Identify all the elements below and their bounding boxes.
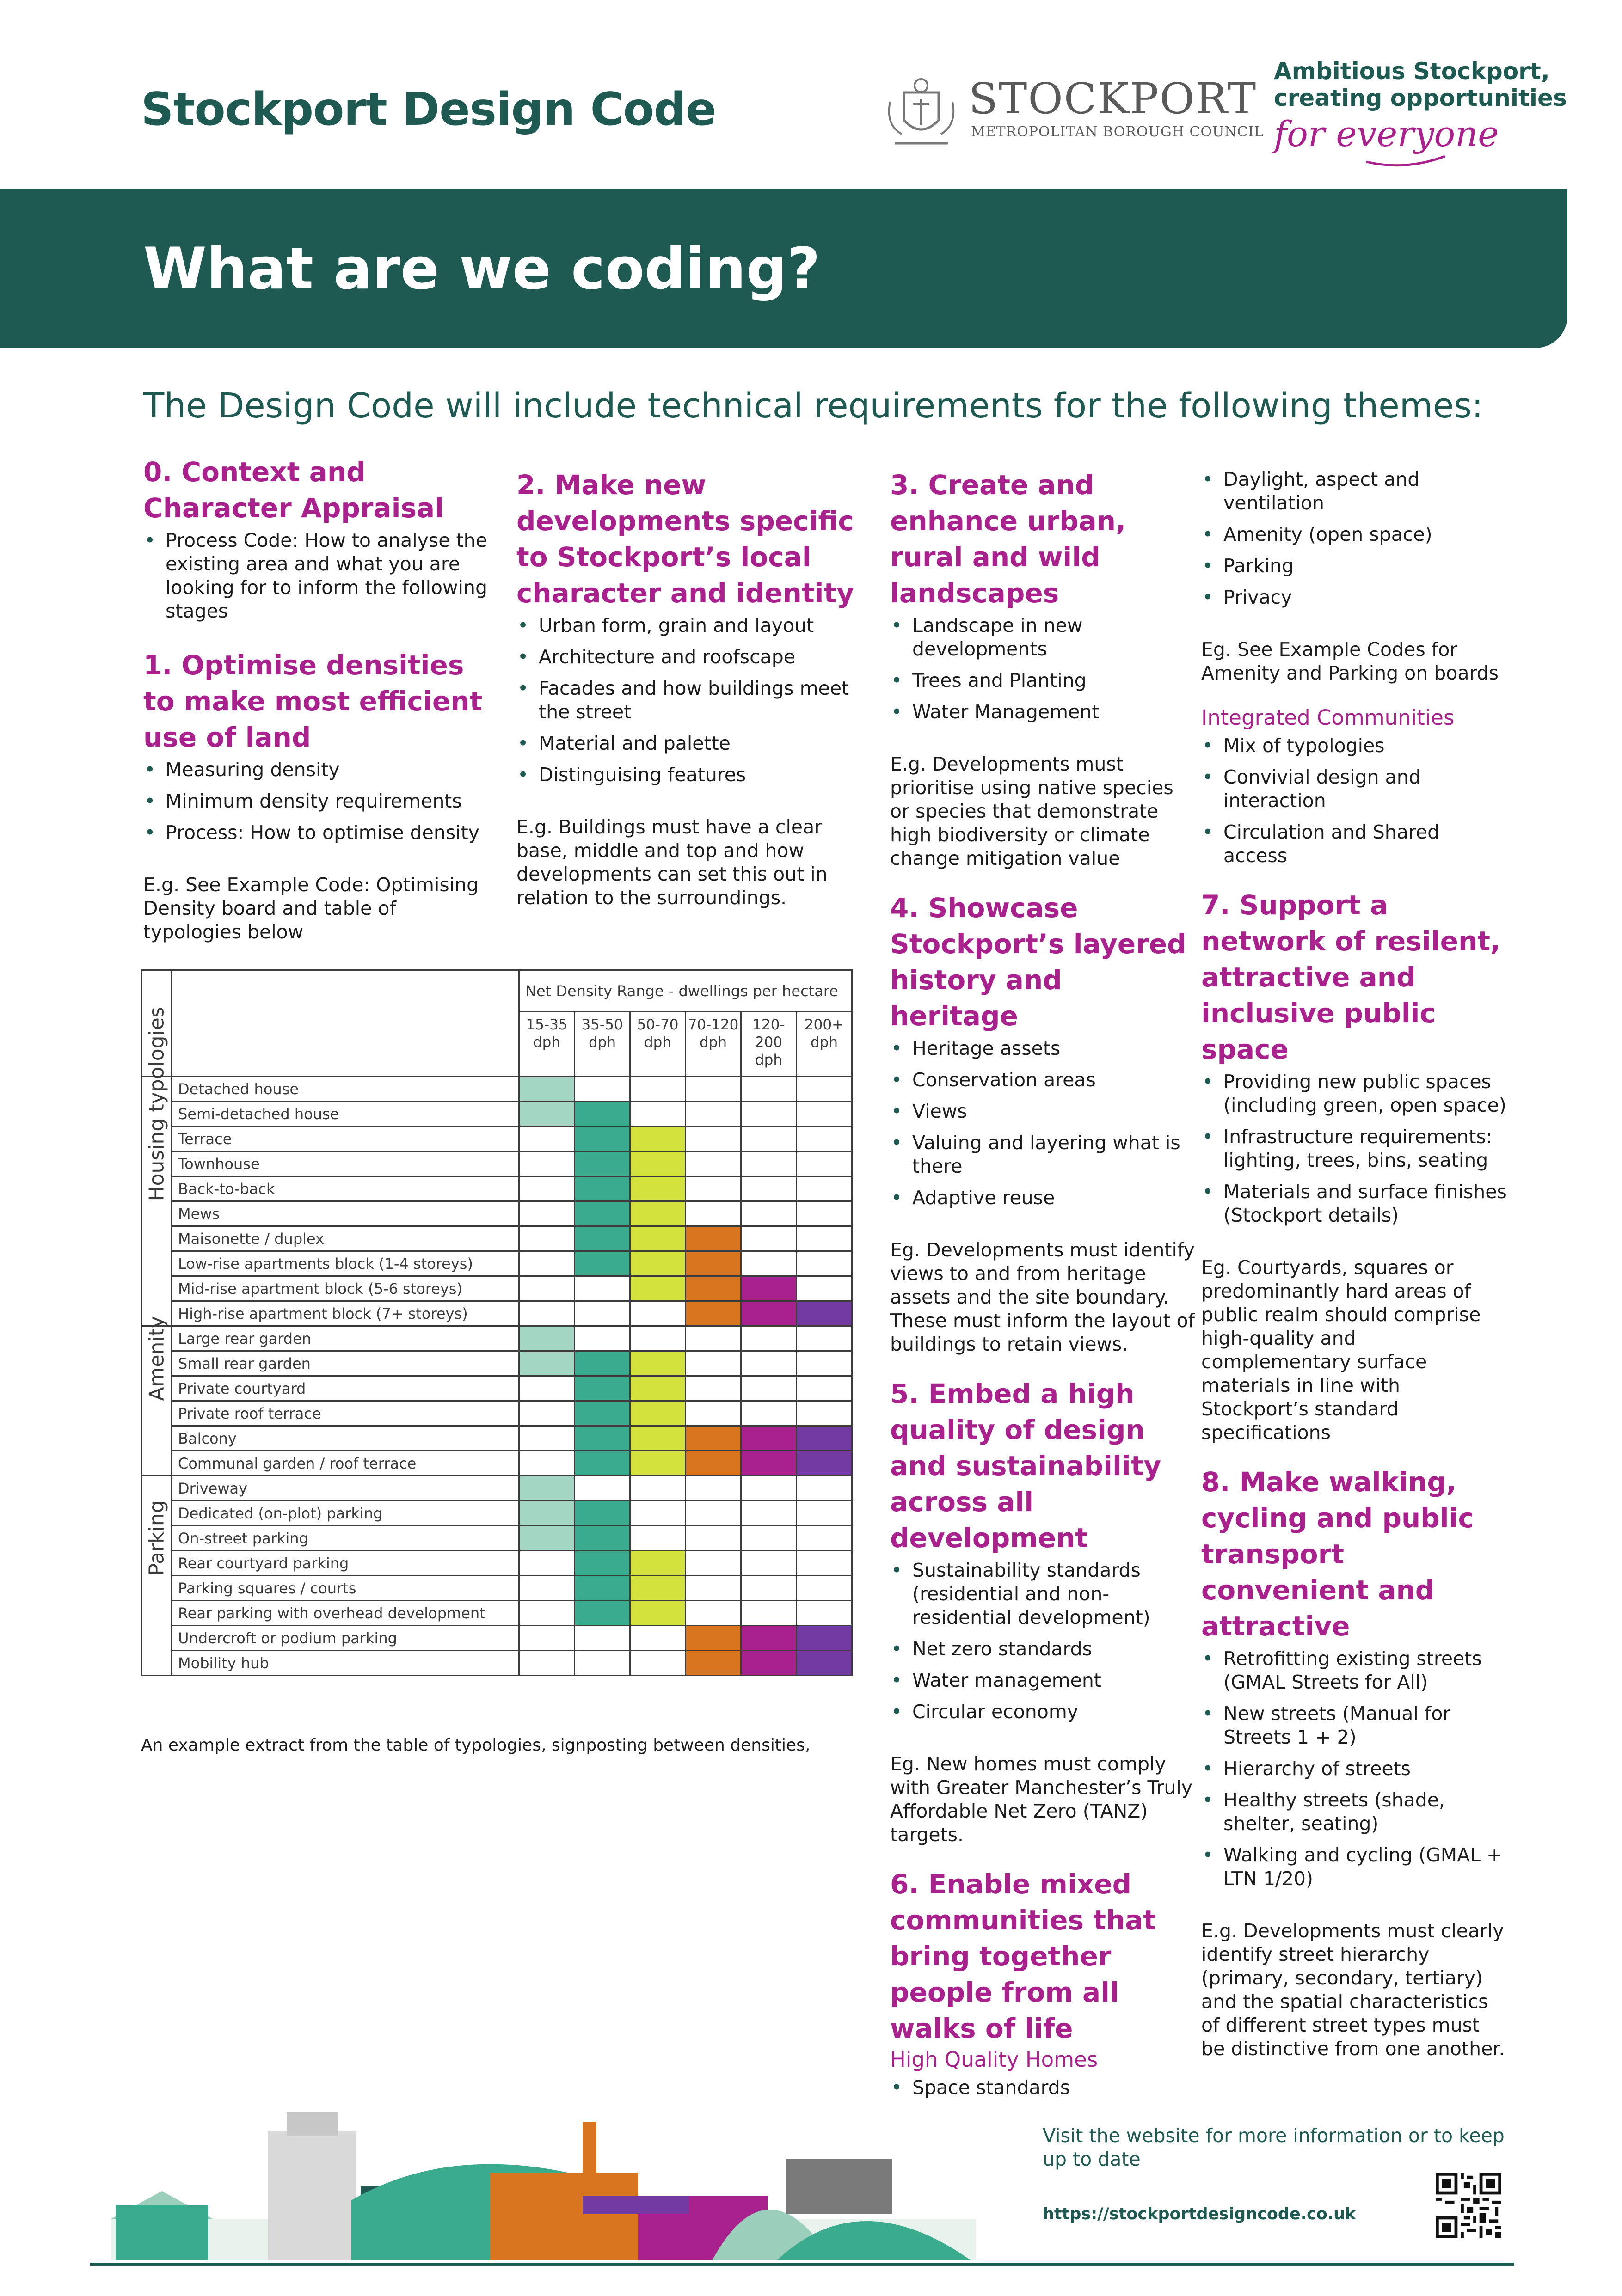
density-cell xyxy=(797,1151,852,1176)
table-row xyxy=(142,1276,852,1301)
density-cell xyxy=(741,1127,797,1151)
table-row xyxy=(142,1526,852,1551)
list-item: • Views xyxy=(890,1100,1198,1123)
density-cell xyxy=(797,1426,852,1451)
density-cell xyxy=(741,1276,797,1301)
density-cell xyxy=(741,1451,797,1476)
list-item: • Parking xyxy=(1201,554,1509,578)
table-row xyxy=(142,1651,852,1676)
list-item: • Adaptive reuse xyxy=(890,1186,1198,1210)
density-cell xyxy=(519,1151,575,1176)
density-cell xyxy=(741,1476,797,1501)
tagline xyxy=(1274,58,1567,111)
table-row xyxy=(142,1501,852,1526)
group-label-cell: Housing typologies xyxy=(142,1077,172,1326)
row-label: Balcony xyxy=(172,1426,519,1451)
density-cell xyxy=(630,1476,686,1501)
density-cell xyxy=(686,1526,741,1551)
theme-6-example: Eg. See Example Codes for Amenity and Parking on boards xyxy=(1201,638,1499,684)
list-item: • Process: How to optimise density xyxy=(143,821,495,845)
list-item: • Measuring density xyxy=(143,758,495,782)
density-cell xyxy=(575,1251,630,1276)
townscape-illustration xyxy=(111,2080,976,2260)
density-cell xyxy=(519,1176,575,1201)
density-cell xyxy=(686,1176,741,1201)
list-item: • Process Code: How to analyse the existing area and what you are looking for to inform the following stages xyxy=(143,529,495,623)
footer-text: Visit the website for more information or to keep up to date xyxy=(1043,2125,1505,2170)
row-label: Communal garden / roof terrace xyxy=(172,1451,519,1476)
density-cell xyxy=(519,1127,575,1151)
density-cell xyxy=(575,1576,630,1601)
density-cell xyxy=(686,1276,741,1301)
density-cell xyxy=(519,1376,575,1401)
table-row xyxy=(142,1426,852,1451)
density-cell xyxy=(519,1276,575,1301)
density-cell xyxy=(519,1351,575,1376)
theme-0-title: 0. Context and Character Appraisal xyxy=(143,456,444,524)
density-cell xyxy=(630,1351,686,1376)
density-cell xyxy=(797,1601,852,1626)
density-cell xyxy=(797,1351,852,1376)
column-4 xyxy=(1201,468,1509,2061)
table-header-row-1 xyxy=(142,970,852,1012)
density-cell xyxy=(797,1326,852,1351)
density-cell xyxy=(519,1251,575,1276)
density-cell xyxy=(797,1476,852,1501)
row-label: High-rise apartment block (7+ storeys) xyxy=(172,1301,519,1326)
list-item: • Conservation areas xyxy=(890,1068,1198,1092)
density-cell xyxy=(741,1601,797,1626)
density-cell xyxy=(575,1526,630,1551)
theme-1-list xyxy=(143,758,495,845)
row-label: Townhouse xyxy=(172,1151,519,1176)
column-header: 15-35 dph xyxy=(519,1012,575,1077)
density-cell xyxy=(575,1476,630,1501)
row-label: Dedicated (on-plot) parking xyxy=(172,1501,519,1526)
theme-3-title: 3. Create and enhance urban, rural and wild landscapes xyxy=(890,469,1126,609)
density-cell xyxy=(797,1077,852,1102)
density-cell xyxy=(630,1526,686,1551)
table-row xyxy=(142,1376,852,1401)
table-row xyxy=(142,1576,852,1601)
density-cell xyxy=(519,1401,575,1426)
density-cell xyxy=(797,1176,852,1201)
list-item: • Minimum density requirements xyxy=(143,790,495,813)
theme-1-title: 1. Optimise densities to make most efficient use of land xyxy=(143,649,483,753)
density-cell xyxy=(741,1351,797,1376)
table-row xyxy=(142,1326,852,1351)
density-cell xyxy=(519,1102,575,1127)
row-label: Back-to-back xyxy=(172,1176,519,1201)
density-cell xyxy=(741,1426,797,1451)
density-cell xyxy=(741,1401,797,1426)
website-link[interactable]: https://stockportdesigncode.co.uk xyxy=(1043,2205,1356,2223)
list-item: • Hierarchy of streets xyxy=(1201,1757,1509,1781)
density-cell xyxy=(519,1301,575,1326)
row-label: Rear parking with overhead development xyxy=(172,1601,519,1626)
theme-2-title: 2. Make new developments specific to Stockport’s local character and identity xyxy=(516,469,854,609)
theme-8-title: 8. Make walking, cycling and public transport convenient and attractive xyxy=(1201,1466,1474,1642)
density-cell xyxy=(630,1626,686,1651)
theme-3-example: E.g. Developments must prioritise using native species or species that demonstrate high biodiversity or climate change mitigation value xyxy=(890,753,1173,869)
density-cell xyxy=(630,1451,686,1476)
density-cell xyxy=(741,1201,797,1226)
row-label: Undercroft or podium parking xyxy=(172,1626,519,1651)
column-header: 35-50 dph xyxy=(575,1012,630,1077)
theme-8-list xyxy=(1201,1647,1509,1891)
density-cell xyxy=(519,1651,575,1676)
theme-7-list xyxy=(1201,1070,1509,1227)
theme-6-subtitle-2: Integrated Communities xyxy=(1201,705,1455,730)
column-header: 50-70 dph xyxy=(630,1012,686,1077)
list-item: • Facades and how buildings meet the street xyxy=(516,677,868,724)
density-cell xyxy=(630,1601,686,1626)
density-cell xyxy=(575,1201,630,1226)
row-label: Rear courtyard parking xyxy=(172,1551,519,1576)
density-cell xyxy=(686,1301,741,1326)
density-cell xyxy=(741,1326,797,1351)
density-cell xyxy=(575,1102,630,1127)
density-cell xyxy=(741,1551,797,1576)
footer-rule xyxy=(90,2263,1514,2266)
density-cell xyxy=(797,1276,852,1301)
table-corner-label xyxy=(172,970,519,1077)
density-cell xyxy=(797,1102,852,1127)
density-cell xyxy=(797,1301,852,1326)
qr-code-icon[interactable] xyxy=(1436,2173,1501,2238)
density-cell xyxy=(519,1426,575,1451)
density-cell xyxy=(575,1077,630,1102)
density-cell xyxy=(686,1601,741,1626)
column-header: 120-200 dph xyxy=(741,1012,797,1077)
theme-0-list xyxy=(143,529,495,623)
density-cell xyxy=(686,1351,741,1376)
density-cell xyxy=(630,1151,686,1176)
density-cell xyxy=(630,1226,686,1251)
theme-6-title: 6. Enable mixed communities that bring together people from all walks of life xyxy=(890,1868,1156,2044)
column-header: 200+ dph xyxy=(797,1012,852,1077)
table-row xyxy=(142,1077,852,1102)
density-cell xyxy=(630,1251,686,1276)
table-row xyxy=(142,1351,852,1376)
tagline-line-1: Ambitious Stockport, xyxy=(1274,58,1550,85)
table-row xyxy=(142,1476,852,1501)
row-label: Private roof terrace xyxy=(172,1401,519,1426)
row-label: Mobility hub xyxy=(172,1651,519,1676)
list-item: • Healthy streets (shade, shelter, seating) xyxy=(1201,1788,1509,1836)
tagline-swoosh-icon xyxy=(1364,153,1447,171)
density-cell xyxy=(575,1176,630,1201)
theme-1-example: E.g. See Example Code: Optimising Density board and table of typologies below xyxy=(143,874,479,943)
theme-8-example: E.g. Developments must clearly identify street hierarchy (primary, secondary, tertiary) and the spatial characteristics of different street types must be distinctive from one another. xyxy=(1201,1920,1505,2060)
density-cell xyxy=(519,1226,575,1251)
density-header: Net Density Range - dwellings per hectare xyxy=(519,970,852,1012)
density-cell xyxy=(630,1651,686,1676)
density-cell xyxy=(575,1276,630,1301)
table-row xyxy=(142,1401,852,1426)
theme-2-list xyxy=(516,614,868,787)
density-cell xyxy=(686,1201,741,1226)
table-row xyxy=(142,1451,852,1476)
table-row xyxy=(142,1226,852,1251)
list-item: • Retrofitting existing streets (GMAL Streets for All) xyxy=(1201,1647,1509,1694)
density-cell xyxy=(741,1301,797,1326)
row-label: Mews xyxy=(172,1201,519,1226)
table-caption: An example extract from the table of typologies, signposting between densities, xyxy=(141,1736,811,1755)
density-cell xyxy=(519,1451,575,1476)
density-cell xyxy=(741,1077,797,1102)
row-label: Small rear garden xyxy=(172,1351,519,1376)
theme-4-title: 4. Showcase Stockport’s layered history and heritage xyxy=(890,892,1186,1032)
density-cell xyxy=(797,1251,852,1276)
density-cell xyxy=(686,1326,741,1351)
density-cell xyxy=(519,1626,575,1651)
banner-title: What are we coding? xyxy=(143,236,821,302)
list-item: • Space standards xyxy=(890,2076,1198,2100)
group-label-cell: Parking xyxy=(142,1476,172,1676)
density-cell xyxy=(686,1651,741,1676)
document-title: Stockport Design Code xyxy=(141,83,716,136)
density-cell xyxy=(630,1102,686,1127)
density-cell xyxy=(575,1626,630,1651)
tagline-script: for everyone xyxy=(1274,113,1499,154)
council-logo-subtitle: METROPOLITAN BOROUGH COUNCIL xyxy=(971,124,1264,140)
list-item: • Material and palette xyxy=(516,732,868,755)
density-cell xyxy=(630,1501,686,1526)
list-item: • Urban form, grain and layout xyxy=(516,614,868,637)
density-cell xyxy=(519,1326,575,1351)
list-item: • Sustainability standards (residential and non-residential development) xyxy=(890,1559,1198,1629)
density-cell xyxy=(686,1401,741,1426)
density-cell xyxy=(686,1077,741,1102)
intro-text: The Design Code will include technical requirements for the following themes: xyxy=(143,386,1483,426)
density-cell xyxy=(797,1526,852,1551)
table-row xyxy=(142,1201,852,1226)
density-cell xyxy=(797,1501,852,1526)
density-cell xyxy=(741,1102,797,1127)
theme-7-title: 7. Support a network of resilent, attractive and inclusive public space xyxy=(1201,889,1501,1065)
list-item: • Amenity (open space) xyxy=(1201,523,1509,546)
list-item: • Distinguising features xyxy=(516,763,868,787)
density-cell xyxy=(519,1476,575,1501)
density-cell xyxy=(630,1576,686,1601)
list-item: • Water management xyxy=(890,1669,1198,1692)
density-cell xyxy=(575,1501,630,1526)
list-item: • Walking and cycling (GMAL + LTN 1/20) xyxy=(1201,1843,1509,1891)
density-cell xyxy=(686,1151,741,1176)
density-cell xyxy=(797,1127,852,1151)
theme-6-list-2 xyxy=(1201,734,1509,868)
density-cell xyxy=(630,1376,686,1401)
row-label: Maisonette / duplex xyxy=(172,1226,519,1251)
density-cell xyxy=(686,1576,741,1601)
column-1 xyxy=(143,454,495,944)
list-item: • Convivial design and interaction xyxy=(1201,765,1509,813)
density-cell xyxy=(686,1451,741,1476)
density-cell xyxy=(741,1651,797,1676)
density-cell xyxy=(575,1401,630,1426)
density-cell xyxy=(686,1626,741,1651)
density-cell xyxy=(797,1451,852,1476)
table-row xyxy=(142,1251,852,1276)
theme-4-example: Eg. Developments must identify views to and from heritage assets and the site boundary. These must inform the layout of buildings to retain views. xyxy=(890,1239,1195,1355)
density-cell xyxy=(686,1476,741,1501)
density-cell xyxy=(630,1326,686,1351)
density-cell xyxy=(797,1551,852,1576)
council-crest-icon xyxy=(881,74,962,150)
density-cell xyxy=(797,1626,852,1651)
density-cell xyxy=(797,1226,852,1251)
density-cell xyxy=(741,1251,797,1276)
density-cell xyxy=(686,1376,741,1401)
row-label: Driveway xyxy=(172,1476,519,1501)
tagline-line-2: creating opportunities xyxy=(1274,85,1567,111)
theme-5-example: Eg. New homes must comply with Greater Manchester’s Truly Affordable Net Zero (TANZ) targets. xyxy=(890,1753,1192,1846)
density-cell xyxy=(630,1551,686,1576)
group-label-cell: Amenity xyxy=(142,1326,172,1476)
list-item: • Trees and Planting xyxy=(890,669,1198,692)
row-label: Mid-rise apartment block (5-6 storeys) xyxy=(172,1276,519,1301)
list-item: • Materials and surface finishes (Stockport details) xyxy=(1201,1180,1509,1227)
list-item: • Circulation and Shared access xyxy=(1201,820,1509,868)
table-row xyxy=(142,1601,852,1626)
density-cell xyxy=(741,1226,797,1251)
list-item: • Valuing and layering what is there xyxy=(890,1131,1198,1178)
density-cell xyxy=(630,1426,686,1451)
density-cell xyxy=(575,1351,630,1376)
density-cell xyxy=(519,1077,575,1102)
row-label: Parking squares / courts xyxy=(172,1576,519,1601)
table-row xyxy=(142,1151,852,1176)
row-label: Semi-detached house xyxy=(172,1102,519,1127)
theme-4-list xyxy=(890,1037,1198,1210)
density-cell xyxy=(741,1626,797,1651)
column-2 xyxy=(516,467,868,910)
row-label: Detached house xyxy=(172,1077,519,1102)
density-cell xyxy=(630,1077,686,1102)
density-cell xyxy=(575,1651,630,1676)
list-item: • Heritage assets xyxy=(890,1037,1198,1060)
row-label: Private courtyard xyxy=(172,1376,519,1401)
theme-3-list xyxy=(890,614,1198,724)
list-item: • Daylight, aspect and ventilation xyxy=(1201,468,1509,515)
density-cell xyxy=(575,1127,630,1151)
list-item: • Circular economy xyxy=(890,1700,1198,1724)
council-logo-name: STOCKPORT xyxy=(969,74,1257,123)
density-cell xyxy=(630,1301,686,1326)
density-table xyxy=(141,969,853,1676)
list-item: • New streets (Manual for Streets 1 + 2) xyxy=(1201,1702,1509,1749)
table-row xyxy=(142,1127,852,1151)
density-cell xyxy=(797,1576,852,1601)
density-cell xyxy=(797,1401,852,1426)
table-row xyxy=(142,1626,852,1651)
row-label: Terrace xyxy=(172,1127,519,1151)
density-cell xyxy=(519,1501,575,1526)
density-cell xyxy=(741,1526,797,1551)
density-cell xyxy=(686,1127,741,1151)
density-cell xyxy=(519,1201,575,1226)
density-cell xyxy=(575,1451,630,1476)
table-row xyxy=(142,1176,852,1201)
list-item: • Infrastructure requirements: lighting, trees, bins, seating xyxy=(1201,1125,1509,1172)
density-cell xyxy=(519,1601,575,1626)
density-cell xyxy=(797,1376,852,1401)
density-cell xyxy=(741,1501,797,1526)
density-cell xyxy=(686,1501,741,1526)
row-label: Low-rise apartments block (1-4 storeys) xyxy=(172,1251,519,1276)
density-cell xyxy=(519,1576,575,1601)
list-item: • Mix of typologies xyxy=(1201,734,1509,758)
table-row xyxy=(142,1551,852,1576)
density-cell xyxy=(519,1526,575,1551)
table-row xyxy=(142,1102,852,1127)
column-3 xyxy=(890,467,1198,2107)
table-row xyxy=(142,1301,852,1326)
density-cell xyxy=(630,1201,686,1226)
density-cell xyxy=(686,1226,741,1251)
density-cell xyxy=(575,1301,630,1326)
row-label: On-street parking xyxy=(172,1526,519,1551)
density-cell xyxy=(797,1651,852,1676)
density-cell xyxy=(686,1551,741,1576)
density-cell xyxy=(630,1176,686,1201)
density-cell xyxy=(575,1226,630,1251)
list-item: • Providing new public spaces (including green, open space) xyxy=(1201,1070,1509,1117)
density-cell xyxy=(575,1426,630,1451)
density-cell xyxy=(741,1151,797,1176)
density-cell xyxy=(630,1127,686,1151)
theme-6-list-continued xyxy=(1201,468,1509,609)
density-cell xyxy=(575,1376,630,1401)
density-cell xyxy=(686,1426,741,1451)
theme-5-list xyxy=(890,1559,1198,1724)
density-cell xyxy=(741,1176,797,1201)
theme-6-subtitle: High Quality Homes xyxy=(890,2047,1098,2072)
list-item: • Architecture and roofscape xyxy=(516,645,868,669)
density-cell xyxy=(519,1551,575,1576)
density-cell xyxy=(797,1201,852,1226)
density-cell xyxy=(686,1251,741,1276)
density-cell xyxy=(575,1551,630,1576)
theme-7-example: Eg. Courtyards, squares or predominantly hard areas of public realm should comprise high-quality and complementary surface materials in line with Stockport’s standard specifications xyxy=(1201,1256,1481,1444)
density-cell xyxy=(575,1326,630,1351)
theme-5-title: 5. Embed a high quality of design and sustainability across all development xyxy=(890,1378,1161,1554)
list-item: • Privacy xyxy=(1201,586,1509,609)
density-cell xyxy=(741,1376,797,1401)
density-cell xyxy=(686,1102,741,1127)
density-cell xyxy=(575,1601,630,1626)
density-cell xyxy=(575,1151,630,1176)
theme-2-example: E.g. Buildings must have a clear base, middle and top and how developments can set this out in relation to the surroundings. xyxy=(516,816,828,909)
density-cell xyxy=(630,1401,686,1426)
row-label: Large rear garden xyxy=(172,1326,519,1351)
list-item: • Landscape in new developments xyxy=(890,614,1198,661)
list-item: • Water Management xyxy=(890,700,1198,724)
column-header: 70-120 dph xyxy=(686,1012,741,1077)
list-item: • Net zero standards xyxy=(890,1637,1198,1661)
density-cell xyxy=(630,1276,686,1301)
density-cell xyxy=(741,1576,797,1601)
